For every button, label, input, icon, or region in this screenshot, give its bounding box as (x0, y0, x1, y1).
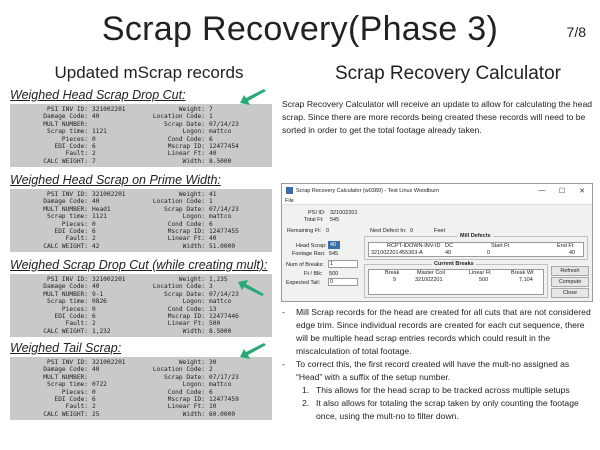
field-value: 9-1 (92, 290, 104, 298)
field-value: Head1 (92, 205, 111, 213)
numbered-item (282, 384, 594, 397)
field-value: 1 (209, 113, 213, 121)
field-label: Linear Ft: (167, 320, 205, 328)
field-value: 6 (92, 312, 96, 320)
feet-label: Feet (434, 228, 446, 234)
head-scrap-input[interactable] (328, 241, 340, 249)
field-value: 07/14/23 (209, 120, 239, 128)
record-panel (10, 189, 272, 252)
footage-ran-value: 545 (329, 251, 339, 257)
bullet-text: Mill Scrap records for the head are created for all cuts that are not considered edge trim. Since individual records are created for each cut sequence, there will be multiple head scrap entries records which could result in the miscalculation of total footage. (296, 307, 591, 356)
bullet-item (282, 358, 594, 384)
head-scrap-label: Head Scrap: (296, 243, 327, 249)
field-value: 7 (209, 106, 213, 113)
field-label: MULT NUMBER: (43, 373, 88, 381)
bullet-marker: - (282, 359, 285, 369)
field-label: Logon: (182, 381, 205, 389)
field-label: MULT NUMBER: (43, 120, 88, 128)
close-button[interactable]: Close (551, 288, 589, 298)
record-title: Weighed Head Scrap on Prime Width: (10, 173, 221, 187)
field-label: Scrap Date: (164, 120, 205, 128)
field-label: Linear Ft: (167, 235, 205, 243)
record-title: Weighed Tail Scrap: (10, 341, 122, 355)
field-label: Weight: (178, 106, 205, 113)
psi-id-value: 321002201 (330, 210, 358, 216)
ft-blk-label: Ft / Blk: (304, 271, 323, 277)
field-value: 8.5000 (209, 327, 232, 335)
table-cell: 500 (479, 277, 489, 283)
head-scrap-value: 40 (330, 242, 337, 248)
field-value: 0 (92, 305, 96, 313)
field-value: 07/17/23 (209, 373, 239, 381)
field-label: Mscrap ID: (167, 142, 205, 150)
column-header: Master Coil (417, 270, 445, 276)
field-value: mattco (209, 381, 232, 389)
arrow-icon (238, 343, 268, 361)
field-value: 51.0000 (209, 242, 236, 250)
field-label: Fault: (65, 403, 88, 411)
field-label: Width: (182, 410, 205, 418)
field-label: Linear Ft: (167, 403, 205, 411)
next-defect-label: Next Defect In: (370, 228, 407, 234)
field-value: 2 (92, 150, 96, 158)
expected-tail-value: 0 (330, 279, 334, 285)
field-value: 321002201 (92, 359, 126, 366)
expected-tail-input[interactable] (328, 278, 358, 286)
field-value: 1121 (92, 128, 107, 136)
record-panel (10, 274, 272, 337)
current-breaks-table[interactable] (368, 269, 544, 295)
field-label: Scrap time: (47, 298, 88, 306)
field-value: 12477455 (209, 227, 239, 235)
table-cell: 40 (445, 250, 452, 256)
field-label: Mscrap ID: (167, 312, 205, 320)
table-cell: 7,104 (519, 277, 533, 283)
calculator-window (281, 183, 593, 302)
field-value: 321002201 (92, 191, 126, 198)
field-value: 8.5000 (209, 157, 232, 165)
column-header: Break Wt (511, 270, 534, 276)
field-value: 500 (209, 320, 221, 328)
numbered-text: It also allows for totaling the scrap taken by only counting the footage once, using the mult-no to filter down. (316, 398, 579, 421)
compute-button[interactable]: Compute (551, 277, 589, 287)
field-value: 07/14/23 (209, 290, 239, 298)
ft-blk-value: 500 (329, 271, 339, 277)
remaining-value: 0 (326, 228, 330, 234)
arrow-icon (238, 89, 268, 107)
bullet-text: To correct this, the first record created will have the mult-no assigned as “Head” with a suffix of the setup number. (296, 359, 570, 382)
field-label: CALC WEIGHT: (43, 327, 88, 335)
field-value: 1121 (92, 213, 107, 221)
field-value: 40 (92, 198, 100, 206)
current-breaks-label: Current Breaks (434, 261, 474, 267)
field-label: EDI Code: (54, 142, 88, 150)
record-panel (10, 104, 272, 167)
field-value: mattco (209, 128, 232, 136)
left-heading: Updated mScrap records (54, 63, 244, 82)
field-value: 07/14/23 (209, 205, 239, 213)
field-label: Scrap time: (47, 213, 88, 221)
right-heading: Scrap Recovery Calculator (335, 63, 561, 84)
field-label: Logon: (182, 213, 205, 221)
field-label: Location Code: (152, 366, 205, 374)
field-label: PSI INV ID: (47, 106, 88, 113)
field-value: 321002201 (92, 106, 126, 113)
field-label: Mscrap ID: (167, 395, 205, 403)
field-label: Pieces: (61, 388, 88, 396)
field-value: 40 (92, 283, 100, 291)
field-label: EDI Code: (54, 227, 88, 235)
table-cell: 9 (393, 277, 397, 283)
column-header: DC (445, 243, 453, 249)
record-title: Weighed Head Scrap Drop Cut: (10, 88, 186, 102)
field-label: CALC WEIGHT: (43, 157, 88, 165)
num-breaks-input[interactable] (328, 260, 358, 268)
field-label: PSI INV ID: (47, 191, 88, 198)
field-value: 10 (209, 403, 217, 411)
column-header: OWN-INV-ID (409, 243, 441, 249)
close-icon[interactable]: ✕ (579, 187, 585, 195)
app-icon (286, 187, 293, 194)
field-value: 13 (209, 305, 217, 313)
field-value: 6 (209, 135, 213, 143)
field-value: 1,235 (209, 276, 228, 283)
mill-defects-table[interactable] (368, 242, 584, 257)
table-cell: 321002201 (415, 277, 443, 283)
field-label: Cond Code: (167, 220, 205, 228)
field-label: Cond Code: (167, 388, 205, 396)
field-value: 2 (92, 235, 96, 243)
field-value: 12477459 (209, 395, 239, 403)
column-header: Linear Ft (469, 270, 491, 276)
intro-paragraph: Scrap Recovery Calculator will receive an update to allow for calculating the head scrap. Since there are more records being created these records will need to be sorted in order to get the total footage already taken. (282, 99, 593, 135)
table-cell: 40 (569, 250, 576, 256)
field-value: 0826 (92, 298, 107, 306)
bullet-item (282, 306, 594, 358)
field-value: 6 (92, 142, 96, 150)
field-value: 40 (209, 235, 217, 243)
page-number: 7/8 (566, 24, 586, 40)
field-value: 6 (92, 227, 96, 235)
field-label: Scrap Date: (164, 290, 205, 298)
menu-file[interactable]: File (282, 197, 592, 205)
field-value: 7 (92, 157, 96, 165)
field-label: Cond Code: (167, 135, 205, 143)
field-label: Location Code: (152, 113, 205, 121)
number-marker: 1. (302, 385, 310, 395)
number-marker: 2. (302, 398, 310, 408)
field-label: Scrap time: (47, 381, 88, 389)
remaining-label: Remaining Ft: (287, 228, 322, 234)
next-defect-value: 0 (410, 228, 414, 234)
field-value: 0 (92, 220, 96, 228)
field-label: Pieces: (61, 305, 88, 313)
field-value: 30 (209, 359, 217, 366)
table-cell: 0 (487, 250, 491, 256)
field-value: 0 (92, 135, 96, 143)
record-title: Weighed Scrap Drop Cut (while creating mult): (10, 258, 268, 272)
field-value: mattco (209, 298, 232, 306)
footage-ran-label: Footage Ran: (292, 251, 326, 257)
field-value: 2 (209, 366, 213, 374)
field-label: Fault: (65, 320, 88, 328)
field-label: Scrap Date: (164, 373, 205, 381)
field-label: Width: (182, 327, 205, 335)
field-value: 6 (209, 220, 213, 228)
field-label: Fault: (65, 150, 88, 158)
field-label: Logon: (182, 298, 205, 306)
field-value: 2 (92, 320, 96, 328)
record-panel (10, 357, 272, 420)
field-value: 1,232 (92, 327, 111, 335)
psi-id-label: PSI ID: (308, 210, 326, 216)
field-label: Pieces: (61, 220, 88, 228)
field-label: Linear Ft: (167, 150, 205, 158)
field-label: MULT NUMBER: (43, 290, 88, 298)
maximize-icon[interactable]: ☐ (558, 187, 566, 195)
field-value: 60.0000 (209, 410, 236, 418)
numbered-text: This allows for the head scrap to be tracked across multiple setups (316, 385, 570, 395)
field-label: Scrap time: (47, 128, 88, 136)
field-label: CALC WEIGHT: (43, 410, 88, 418)
column-header: Start Ft (491, 243, 510, 249)
column-header: Break (385, 270, 400, 276)
field-label: Damage Code: (43, 113, 88, 121)
refresh-button[interactable]: Refresh (551, 266, 589, 276)
field-value: 40 (209, 150, 217, 158)
field-label: Location Code: (152, 198, 205, 206)
table-cell: 455363-A (399, 250, 423, 256)
field-label: PSI INV ID: (47, 359, 88, 366)
field-value: 12477446 (209, 312, 239, 320)
arrow-icon (236, 278, 266, 296)
field-value: 25 (92, 410, 100, 418)
field-label: Cond Code: (167, 305, 205, 313)
field-label: MULT NUMBER: (43, 205, 88, 213)
expected-tail-label: Expected Tail: (286, 280, 321, 286)
field-value: 6 (92, 395, 96, 403)
field-label: Location Code: (152, 283, 205, 291)
field-label: Damage Code: (43, 366, 88, 374)
num-breaks-value: 1 (330, 261, 334, 267)
field-label: Fault: (65, 235, 88, 243)
field-label: EDI Code: (54, 312, 88, 320)
field-label: CALC WEIGHT: (43, 242, 88, 250)
field-label: Scrap Date: (164, 205, 205, 213)
field-label: Width: (182, 242, 205, 250)
window-title: Scrap Recovery Calculator (w0389) - Test Linux Woodburn (296, 187, 440, 194)
mill-defects-label: Mill Defects (460, 233, 491, 239)
field-value: 42 (92, 242, 100, 250)
field-value: 41 (209, 191, 217, 198)
slide-title: Scrap Recovery(Phase 3) (101, 10, 499, 48)
bullet-marker: - (282, 307, 285, 317)
field-label: Mscrap ID: (167, 227, 205, 235)
field-value: mattco (209, 213, 232, 221)
field-value (88, 374, 92, 381)
field-label: Damage Code: (43, 198, 88, 206)
field-label: PSI INV ID: (47, 276, 88, 283)
table-cell: 321002201 (371, 250, 399, 256)
field-value: 321002201 (92, 276, 126, 283)
field-value: 2 (92, 403, 96, 411)
field-value: 0 (92, 388, 96, 396)
column-header: RCPT-ID (387, 243, 409, 249)
total-ft-label: Total Ft: (304, 217, 324, 223)
numbered-item (282, 397, 594, 423)
field-label: Damage Code: (43, 283, 88, 291)
field-value: 1 (209, 198, 213, 206)
field-label: Pieces: (61, 135, 88, 143)
field-value: 6 (209, 388, 213, 396)
field-label: Width: (182, 157, 205, 165)
field-label: Weight: (178, 276, 205, 283)
column-header: End Ft (557, 243, 574, 249)
field-value: 3 (209, 283, 213, 291)
window-titlebar[interactable] (282, 184, 592, 197)
field-label: Weight: (178, 359, 205, 366)
field-label: EDI Code: (54, 395, 88, 403)
field-value: 40 (92, 366, 100, 374)
minimize-icon[interactable]: — (538, 187, 546, 194)
field-label: Weight: (178, 191, 205, 198)
field-value: 12477454 (209, 142, 239, 150)
field-value: 40 (92, 113, 100, 121)
field-label: Logon: (182, 128, 205, 136)
field-value: 0722 (92, 381, 107, 389)
bullet-list (282, 306, 594, 423)
field-value (88, 121, 92, 128)
total-ft-value: 545 (330, 217, 340, 223)
num-breaks-label: Num of Breaks: (286, 262, 324, 268)
